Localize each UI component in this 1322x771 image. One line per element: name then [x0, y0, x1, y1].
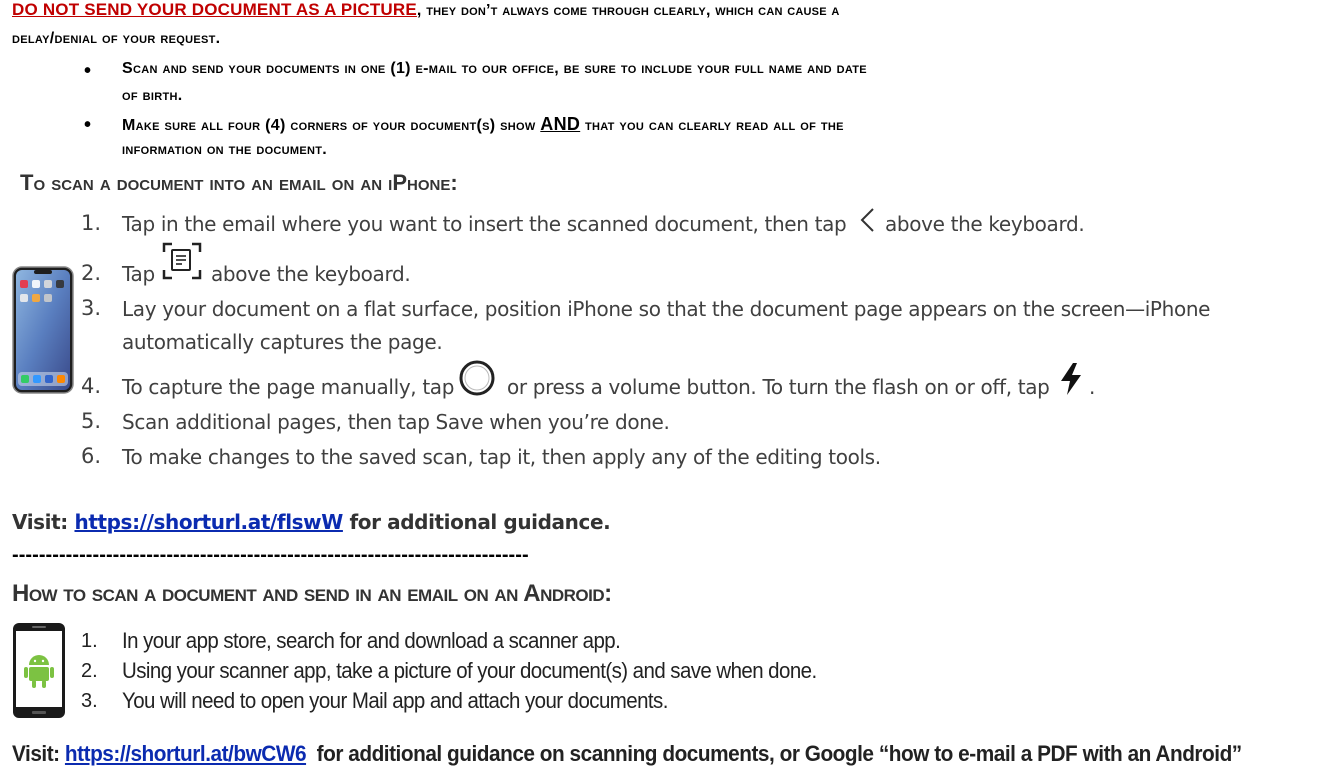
step-number-6: 6. — [81, 444, 102, 468]
section-divider: ----------------------------------------------------------------------------- — [12, 544, 529, 566]
visit-rest: for additional guidance on scanning documents, or Google “how to e-mail a PDF with an Android” — [306, 741, 1242, 766]
android-guidance-link[interactable]: https://shorturl.at/bwCW6 — [64, 741, 307, 766]
warning-lead: DO NOT SEND YOUR DOCUMENT AS A PICTURE — [12, 0, 417, 19]
step-4-end: . — [1089, 375, 1096, 399]
iphone-heading: To scan a document into an email on an iPhone: — [20, 170, 458, 195]
bullet-2-line-1 — [122, 114, 844, 135]
flash-icon — [1058, 362, 1084, 396]
android-number-1: 1. — [81, 630, 98, 652]
visit-label: Visit: — [12, 741, 60, 766]
iphone-step-6: To make changes to the saved scan, tap it, then apply any of the editing tools. — [122, 445, 881, 469]
step-4-pre: To capture the page manually, tap — [122, 375, 455, 399]
visit-label: Visit: — [12, 510, 68, 534]
step-number-4: 4. — [81, 374, 102, 398]
bullet-2-pre: Make sure all four (4) corners of your document(s) show — [122, 117, 541, 134]
shutter-button-icon — [458, 359, 496, 397]
step-1-pre: Tap in the email where you want to insert the scanned document, then tap — [122, 212, 847, 236]
bullet-1-line-2: of birth. — [122, 87, 183, 104]
iphone-step-1 — [122, 212, 846, 236]
document-scan-icon — [162, 242, 202, 280]
android-step-1: In your app store, search for and download a scanner app. — [122, 628, 621, 653]
bullet-2-and: AND — [540, 114, 581, 134]
chevron-left-icon — [858, 207, 878, 233]
bullet-dot: • — [84, 114, 92, 136]
step-number-1: 1. — [81, 211, 102, 235]
bullet-dot: • — [84, 60, 92, 82]
android-visit-line — [12, 741, 1242, 767]
android-number-2: 2. — [81, 660, 98, 682]
visit-rest: for additional guidance. — [342, 510, 611, 534]
bullet-2-line-2: information on the document. — [122, 141, 328, 158]
step-2-pre: Tap — [122, 262, 155, 286]
step-number-2: 2. — [81, 261, 102, 285]
step-1-post: above the keyboard. — [885, 212, 1085, 236]
warning-line — [12, 0, 840, 20]
step-4-mid: or press a volume button. To turn the flash on or off, tap — [507, 375, 1050, 399]
iphone-visit-line — [12, 510, 610, 534]
bullet-1-line-1: Scan and send your documents in one (1) e-mail to our office, be sure to include your full name and date — [122, 60, 867, 77]
android-step-3: You will need to open your Mail app and attach your documents. — [122, 688, 668, 713]
iphone-step-5: Scan additional pages, then tap Save when you’re done. — [122, 410, 670, 434]
step-number-3: 3. — [81, 296, 102, 320]
iphone-guidance-link[interactable]: https://shorturl.at/flswW — [74, 510, 343, 534]
iphone-illustration-icon — [12, 266, 74, 394]
bullet-2-post: that you can clearly read all of the — [580, 117, 844, 134]
warning-rest: , they don’t always come through clearly, which can cause a — [416, 2, 840, 19]
android-heading: How to scan a document and send in an email on an Android: — [12, 580, 612, 607]
android-phone-illustration-icon — [12, 622, 66, 719]
android-number-3: 3. — [81, 690, 98, 712]
iphone-step-3-line-1: Lay your document on a flat surface, position iPhone so that the document page appears on the screen—iPhone — [122, 297, 1211, 321]
iphone-step-3-line-2: automatically captures the page. — [122, 330, 443, 354]
step-number-5: 5. — [81, 409, 102, 433]
warning-line-2: delay/denial of your request. — [12, 30, 221, 47]
android-step-2: Using your scanner app, take a picture of your document(s) and save when done. — [122, 658, 817, 683]
step-2-post: above the keyboard. — [211, 262, 411, 286]
